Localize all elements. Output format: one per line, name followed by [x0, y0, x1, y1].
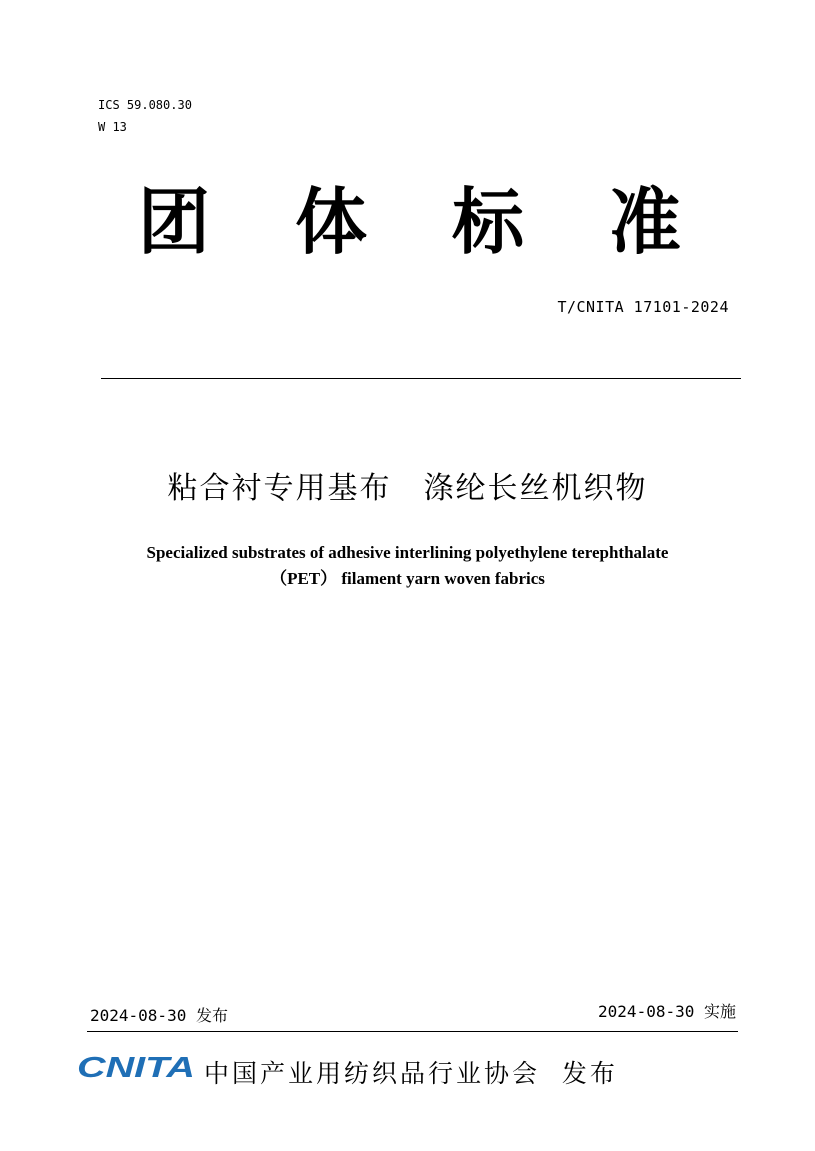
title-english	[0, 540, 815, 592]
standard-type-char: 体	[295, 180, 368, 264]
implement-date: 2024-08-30 实施	[598, 1002, 736, 1021]
title-english-line-1: Specialized substrates of adhesive interlining polyethylene terephthalate	[146, 543, 669, 562]
cnita-logo-text: CNITA	[77, 1052, 195, 1081]
standard-type-heading	[138, 180, 738, 264]
cnita-logo	[75, 1051, 197, 1081]
issuer-line: 中国产业用纺织品行业协会 发布	[204, 1059, 618, 1088]
standard-type-char: 团	[138, 180, 211, 264]
standard-type-char: 准	[609, 180, 682, 264]
ccs-code: W 13	[98, 120, 127, 134]
top-divider	[101, 378, 741, 379]
standard-type-char: 标	[452, 180, 525, 264]
bottom-divider	[87, 1031, 738, 1032]
standard-number: T/CNITA 17101-2024	[557, 298, 729, 316]
title-english-line-2: （PET） filament yarn woven fabrics	[270, 569, 545, 588]
title-chinese: 粘合衬专用基布 涤纶长丝机织物	[167, 471, 648, 506]
publish-date: 2024-08-30 发布	[90, 1006, 228, 1025]
ics-code: ICS 59.080.30	[98, 98, 192, 112]
